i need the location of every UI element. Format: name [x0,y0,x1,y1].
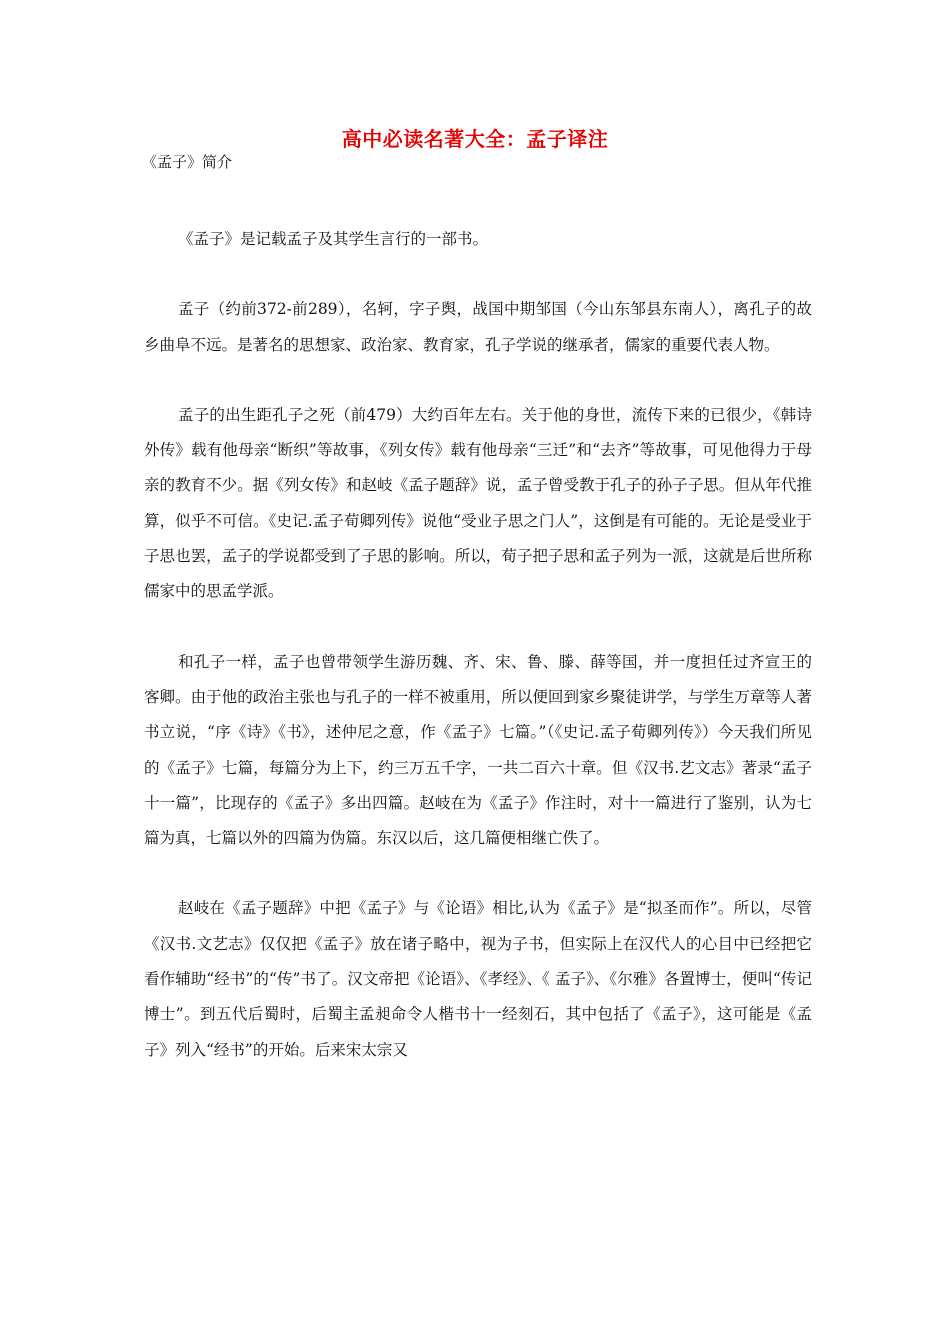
paragraph-life: 孟子的出生距孔子之死（前479）大约百年左右。关于他的身世，流传下来的已很少，《韩诗外传》载有他母亲“断织”等故事，《列女传》载有他母亲“三迁”和“去齐”等故事，可见他得力于母亲的教育不少。据《列女传》和赵岐《孟子题辞》说，孟子曾受教于孔子的孙子子思。但从年代推算，似乎不可信。《史记.孟子荀卿列传》说他“受业子思之门人”，这倒是有可能的。无论是受业于子思也罢，孟子的学说都受到了子思的影响。所以，荀子把子思和孟子列为一派，这就是后世所称儒家中的思孟学派。 [144,405,812,601]
document-body [144,222,812,1103]
document-title: 高中必读名著大全：孟子译注 [341,127,609,151]
section-heading: 《孟子》简介 [142,153,233,171]
paragraph-classic-status: 赵岐在《孟子题辞》中把《孟子》与《论语》相比,认为《孟子》是“拟圣而作”。所以，尽管《汉书.文艺志》仅仅把《孟子》放在诸子略中，视为子书，但实际上在汉代人的心目中已经把它看作辅助“经书”的“传”书了。汉文帝把《论语》、《孝经》、《 孟子》、《尔雅》各置博士，便叫“传记博士”。到五代后蜀时，后蜀主孟昶命令人楷书十一经刻石，其中包括了《孟子》，这可能是《孟子》列入“经书”的开始。后来宋太宗又 [144,899,812,1059]
paragraph-travels: 和孔子一样，孟子也曾带领学生游历魏、齐、宋、鲁、滕、薛等国，并一度担任过齐宣王的客卿。由于他的政治主张也与孔子的一样不被重用，所以便回到家乡聚徒讲学，与学生万章等人著书立说，“序《诗》《书》，述仲尼之意，作《孟子》七篇。”（《史记.孟子荀卿列传》）今天我们所见的《孟子》七篇，每篇分为上下，约三万五千字，一共二百六十章。但《汉书.艺文志》著录“孟子十一篇”，比现存的《孟子》多出四篇。赵岐在为《孟子》作注时，对十一篇进行了鉴别，认为七篇为真，七篇以外的四篇为伪篇。东汉以后，这几篇便相继亡佚了。 [144,652,812,848]
paragraph-biography: 孟子（约前372-前289），名轲，字子舆，战国中期邹国（今山东邹县东南人），离孔子的故乡曲阜不远。是著名的思想家、政治家、教育家，孔子学说的继承者，儒家的重要代表人物。 [144,300,812,354]
paragraph-intro: 《孟子》是记载孟子及其学生言行的一部书。 [178,230,489,248]
